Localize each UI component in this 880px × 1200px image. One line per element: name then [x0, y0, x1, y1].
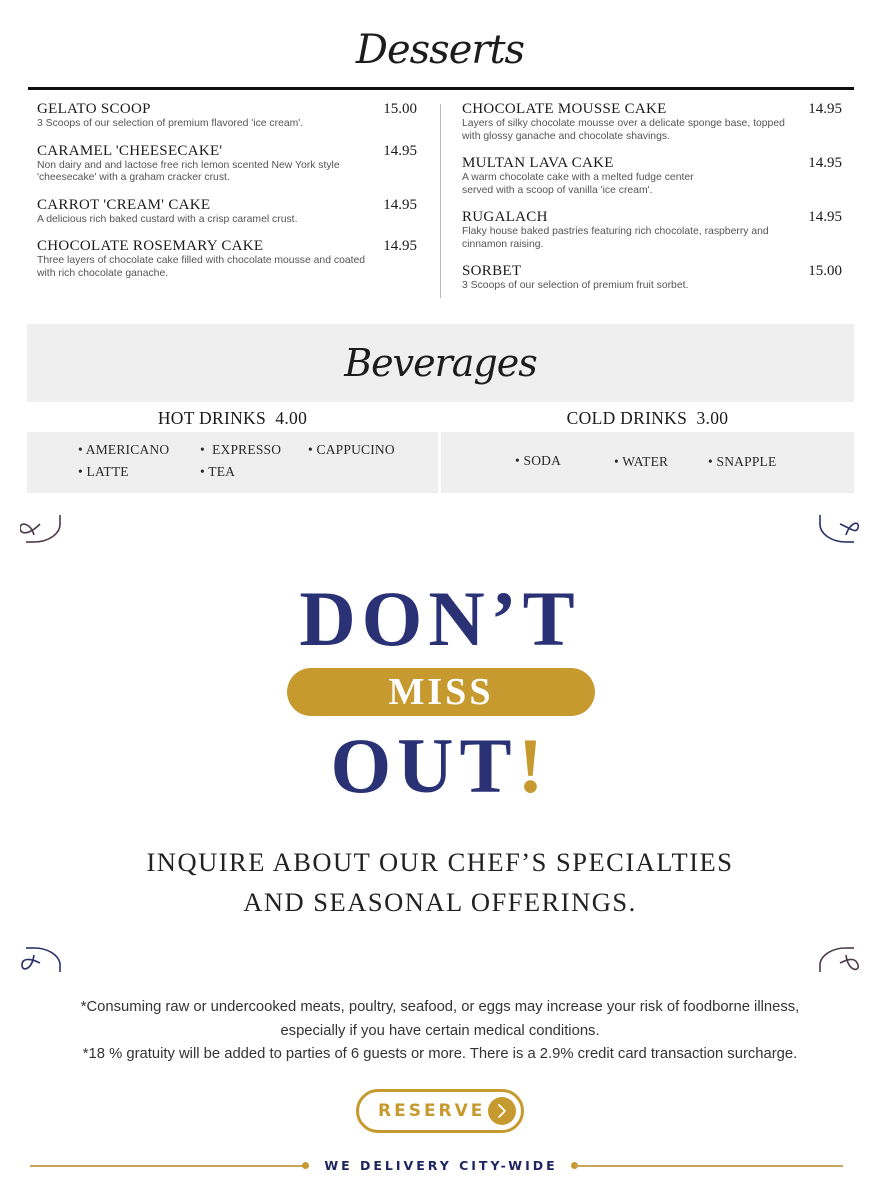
hot-drinks-list: [27, 432, 438, 493]
inquire-line-2: AND SEASONAL OFFERINGS.: [243, 887, 637, 917]
promo-out-text: [0, 722, 880, 810]
drink-item: • CAPPUCINO: [308, 442, 395, 457]
menu-item: [37, 196, 417, 227]
menu-item: [462, 100, 842, 143]
item-price: 14.95: [383, 238, 417, 254]
item-description: Three layers of chocolate cake filled with chocolate mousse and coated with rich chocolate ganache.: [37, 255, 366, 279]
promo-miss-pill: [287, 668, 595, 716]
footer-rule-right: [575, 1165, 843, 1167]
promo-inquire-text: [0, 842, 880, 922]
item-name: CHOCOLATE MOUSSE CAKE: [462, 101, 667, 117]
drink-item: • SNAPPLE: [708, 454, 777, 469]
menu-item: [37, 237, 417, 280]
menu-item: [462, 154, 842, 197]
item-price: 14.95: [808, 155, 842, 171]
inquire-line-1: INQUIRE ABOUT OUR CHEF’S SPECIALTIES: [146, 847, 734, 877]
reserve-label: RESERVE: [378, 1101, 486, 1121]
item-price: 15.00: [808, 263, 842, 279]
menu-item: [462, 262, 842, 293]
item-name: SORBET: [462, 263, 522, 279]
disclaimer-line-3: *18 % gratuity will be added to parties of 6 guests or more. There is a 2.9% credit card transaction surcharge.: [82, 1046, 798, 1062]
item-name: MULTAN LAVA CAKE: [462, 155, 614, 171]
cold-drinks-heading: COLD DRINKS 3.00: [566, 408, 729, 428]
drink-item: • AMERICANO: [78, 442, 170, 457]
item-price: 14.95: [808, 101, 842, 117]
column-divider: [440, 104, 441, 298]
item-description: Layers of silky chocolate mousse over a delicate sponge base, topped with glossy ganache and chocolate shavings.: [462, 118, 785, 142]
item-name: RUGALACH: [462, 209, 548, 225]
hot-drinks-heading: HOT DRINKS 4.00: [157, 408, 308, 428]
menu-item: [462, 208, 842, 251]
drink-item: • TEA: [200, 464, 236, 479]
cold-drinks-list: [441, 432, 854, 493]
delivery-banner: WE DELIVERY CITY-WIDE: [324, 1158, 558, 1173]
beverages-heading: Beverages: [344, 341, 537, 385]
desserts-left-column: [37, 100, 417, 291]
menu-item: [37, 100, 417, 131]
item-description: 3 Scoops of our selection of premium fruit sorbet.: [462, 280, 689, 291]
footer-dot-left: [302, 1162, 309, 1169]
footer-rule-left: [30, 1165, 305, 1167]
item-price: 15.00: [383, 101, 417, 117]
promo-miss-text: MISS: [388, 671, 494, 713]
item-name: CHOCOLATE ROSEMARY CAKE: [37, 238, 264, 254]
drink-item: • SODA: [515, 453, 562, 468]
item-price: 14.95: [383, 196, 417, 213]
item-description: 3 Scoops of our selection of premium flavored 'ice cream'.: [37, 118, 304, 129]
drink-item: • LATTE: [78, 464, 129, 479]
item-description: Non dairy and and lactose free rich lemon scented New York style 'cheesecake' with a graham cracker crust.: [37, 159, 340, 183]
item-description: Flaky house baked pastries featuring rich chocolate, raspberry and cinnamon raising.: [462, 226, 769, 250]
menu-item: [37, 142, 417, 185]
promo-exclaim: !: [517, 722, 550, 809]
item-name: GELATO SCOOP: [37, 101, 151, 117]
item-name: CARROT 'CREAM' CAKE: [37, 196, 211, 213]
desserts-heading: Desserts: [355, 27, 525, 73]
disclaimer-line-1: *Consuming raw or undercooked meats, poultry, seafood, or eggs may increase your risk of foodborne illness,: [80, 999, 800, 1015]
item-description: A warm chocolate cake with a melted fudge center served with a scoop of vanilla 'ice cream'.: [462, 172, 694, 196]
desserts-right-column: [462, 100, 842, 304]
item-price: 14.95: [808, 209, 842, 225]
drink-item: • WATER: [614, 454, 669, 469]
item-price: 14.95: [383, 142, 417, 159]
beverages-header-panel: [27, 324, 854, 402]
desserts-divider: [28, 87, 854, 90]
promo-dont-text: DON’T: [299, 575, 581, 662]
disclaimer: [0, 996, 880, 1067]
reserve-button[interactable]: [356, 1089, 524, 1133]
promo-out-word: OUT: [330, 722, 518, 809]
disclaimer-line-2: especially if you have certain medical conditions.: [280, 1022, 600, 1039]
drink-item: • EXPRESSO: [200, 442, 282, 457]
chevron-right-icon: [488, 1097, 516, 1125]
item-name: CARAMEL 'CHEESECAKE': [37, 142, 223, 159]
item-description: A delicious rich baked custard with a crisp caramel crust.: [37, 213, 298, 225]
